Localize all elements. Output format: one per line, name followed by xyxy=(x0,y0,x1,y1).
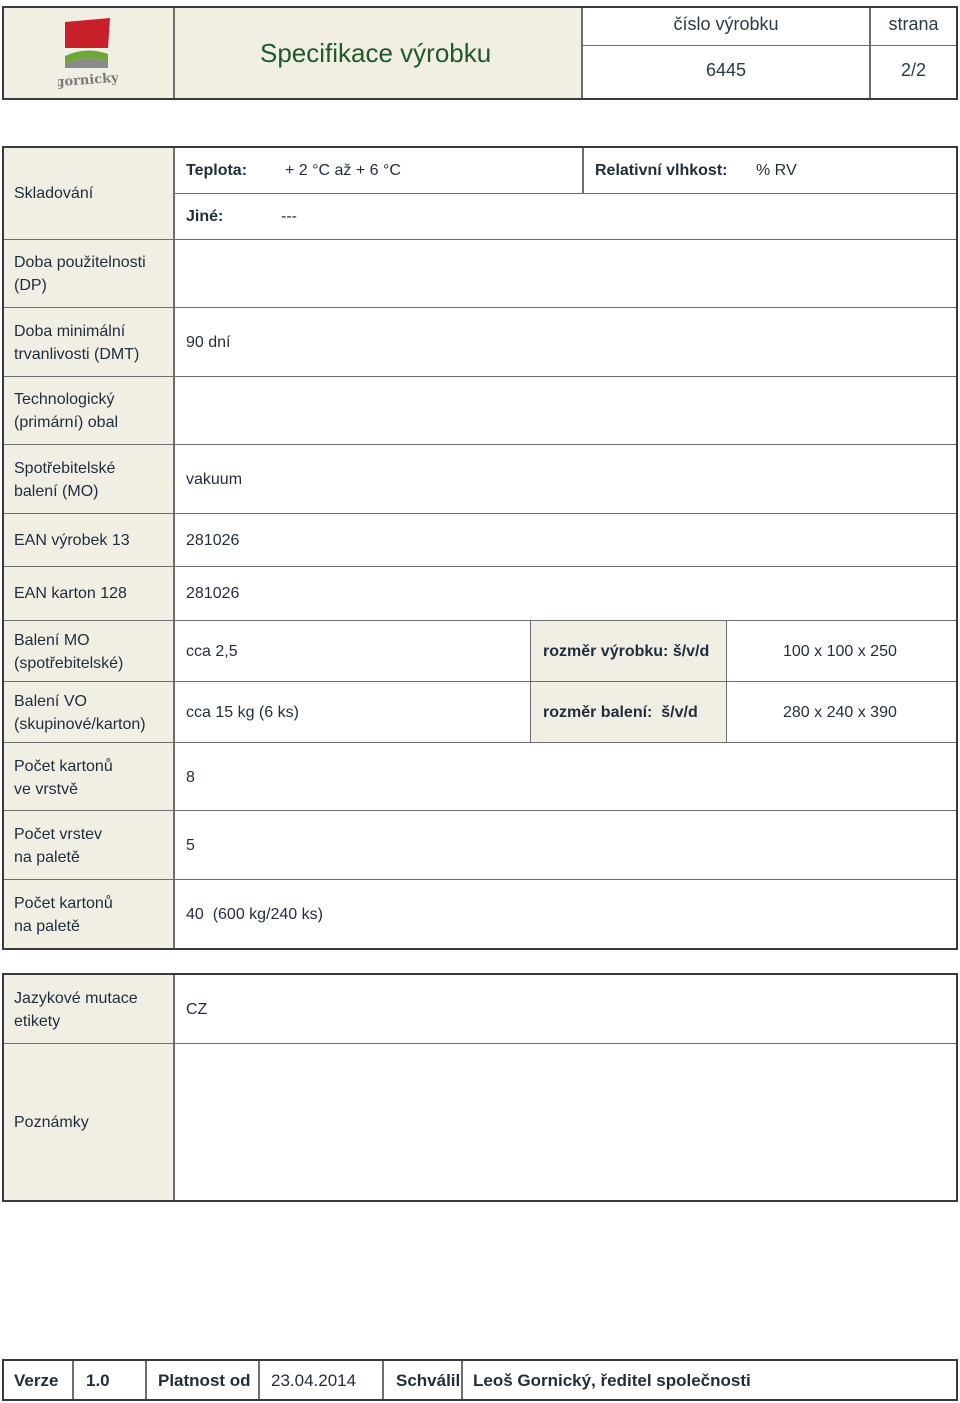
consumer-packaging-value: vakuum xyxy=(186,471,243,488)
other-storage-value: --- xyxy=(281,208,297,225)
valid-from-label: Platnost od xyxy=(158,1371,251,1390)
ean13-label: EAN výrobek 13 xyxy=(14,532,130,549)
carton-dimension-value: 280 x 240 x 390 xyxy=(783,704,897,721)
cartons-per-pallet-label: Počet kartonů na paletě xyxy=(14,895,113,935)
language-mutations-label: Jazykové mutace etikety xyxy=(14,990,138,1030)
approved-label: Schválil xyxy=(396,1371,461,1390)
carton-dimension-label: rozměr balení: š/v/d xyxy=(543,704,698,721)
document-title: Specifikace výrobku xyxy=(260,38,492,68)
cartons-per-pallet-value: 40 (600 kg/240 ks) xyxy=(186,906,323,923)
carton-unit-value: cca 15 kg (6 ks) xyxy=(186,704,299,721)
technological-packaging-label: Technologický (primární) obal xyxy=(14,391,119,431)
consumer-packaging-label: Spotřebitelské balení (MO) xyxy=(14,460,116,500)
layers-per-pallet-value: 5 xyxy=(186,837,195,854)
approved-by-value: Leoš Gornický, ředitel společnosti xyxy=(473,1371,751,1390)
language-mutations-value: CZ xyxy=(186,1001,208,1018)
notes-label: Poznámky xyxy=(14,1114,89,1131)
temperature-value: + 2 °C až + 6 °C xyxy=(285,162,401,179)
product-number: 6445 xyxy=(705,60,747,80)
humidity-value: % RV xyxy=(756,162,797,179)
layers-per-pallet-label: Počet vrstev na paletě xyxy=(14,826,103,866)
ean13-value: 281026 xyxy=(186,532,240,549)
carton-unit-label: Balení VO (skupinové/karton) xyxy=(14,693,146,733)
valid-from-value: 23.04.2014 xyxy=(271,1371,357,1390)
ean128-label: EAN karton 128 xyxy=(14,585,127,602)
version-label: Verze xyxy=(14,1371,59,1390)
cartons-per-layer-label: Počet kartonů ve vrstvě xyxy=(14,758,113,798)
logo-text: gornicky xyxy=(58,70,118,90)
humidity-label: Relativní vlhkost: xyxy=(595,162,728,179)
ean128-value: 281026 xyxy=(186,585,240,602)
product-dimension-value: 100 x 100 x 250 xyxy=(783,643,897,660)
page-number: 2/2 xyxy=(900,60,927,80)
cartons-per-layer-value: 8 xyxy=(186,769,195,786)
shelf-life-label: Doba použitelnosti (DP) xyxy=(14,254,146,294)
product-number-label: číslo výrobku xyxy=(673,14,779,34)
min-durability-value: 90 dní xyxy=(186,334,231,351)
consumer-unit-label: Balení MO (spotřebitelské) xyxy=(14,632,124,672)
storage-label: Skladování xyxy=(14,185,94,202)
other-storage-label: Jiné: xyxy=(186,208,224,225)
page-label: strana xyxy=(888,14,939,34)
product-dimension-label: rozměr výrobku: š/v/d xyxy=(543,643,710,660)
company-logo xyxy=(58,18,118,90)
temperature-label: Teplota: xyxy=(186,162,248,179)
version-value: 1.0 xyxy=(86,1371,110,1390)
min-durability-label: Doba minimální trvanlivosti (DMT) xyxy=(14,323,140,363)
consumer-unit-value: cca 2,5 xyxy=(186,643,238,660)
